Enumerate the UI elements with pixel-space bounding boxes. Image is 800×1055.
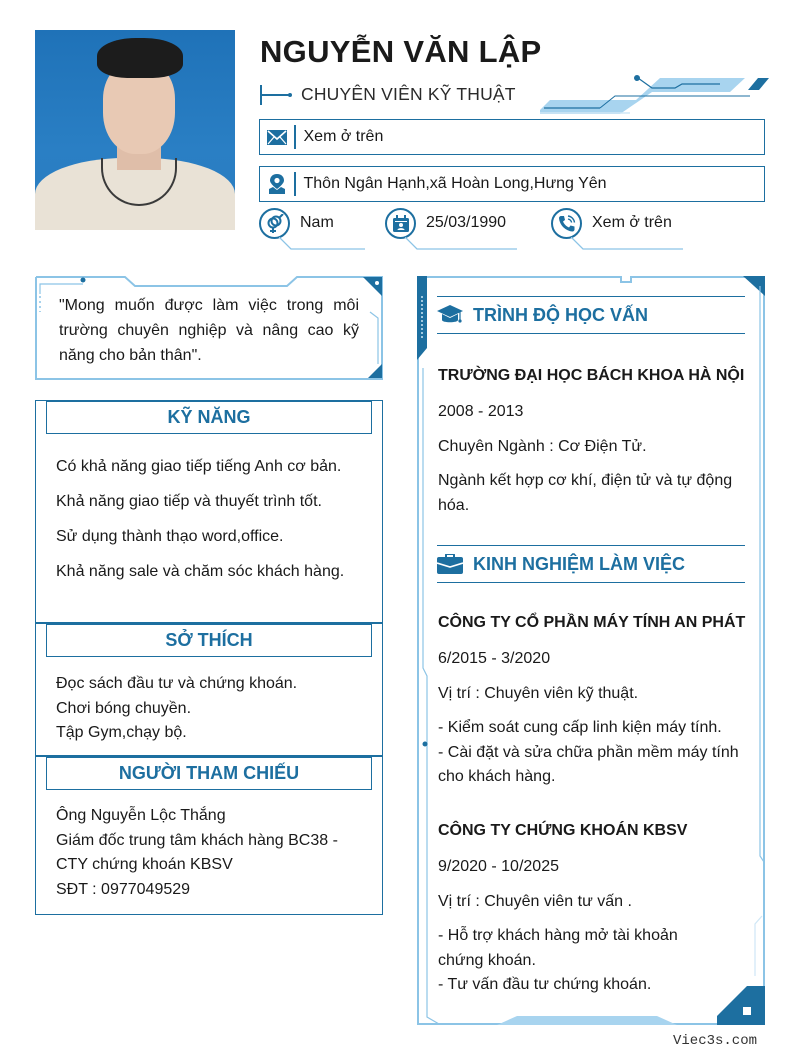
birthday-item [385, 208, 506, 239]
candidate-name: NGUYỄN VĂN LẬP [260, 34, 542, 69]
address-value: Thôn Ngân Hạnh,xã Hoàn Long,Hưng Yên [303, 175, 607, 192]
watermark: Viec3s.com [673, 1033, 758, 1049]
education-period: 2008 - 2013 [438, 403, 524, 420]
objective-text: "Mong muốn được làm việc trong môi trường chuyên nghiệp và nâng cao kỹ năng cho bản thân". [59, 297, 359, 364]
left-column [35, 400, 383, 915]
photo-hair [97, 38, 183, 78]
reference-title: Giám đốc trung tâm khách hàng BC38 - CTY chứng khoán KBSV [56, 831, 338, 873]
hobbies-heading: SỞ THÍCH [46, 624, 372, 657]
birthday-value: 25/03/1990 [426, 214, 507, 231]
phone-item [551, 208, 672, 239]
experience-heading: KINH NGHIỆM LÀM VIỆC [473, 553, 686, 574]
job-period: 9/2020 - 10/2025 [438, 858, 559, 875]
email-value: Xem ở trên [303, 128, 384, 145]
job-duty: - Tư vấn đầu tư chứng khoán. [438, 976, 652, 993]
hobby-item: Tập Gym,chạy bộ. [56, 724, 187, 741]
job-title: CHUYÊN VIÊN KỸ THUẬT [301, 84, 516, 104]
profile-photo [35, 30, 235, 230]
circuit-decoration-icon [540, 72, 772, 114]
phone-value: Xem ở trên [592, 214, 672, 231]
calendar-icon [392, 215, 410, 233]
experience-heading-row [437, 545, 745, 583]
address-separator [294, 172, 296, 196]
birthday-underline [405, 237, 517, 251]
hobby-item: Chơi bóng chuyền. [56, 699, 192, 717]
gender-underline [279, 237, 365, 251]
hobby-item: Đọc sách đầu tư và chứng khoán. [56, 675, 298, 692]
skills-list [56, 454, 362, 594]
school-name: TRƯỜNG ĐẠI HỌC BÁCH KHOA HÀ NỘI [438, 367, 745, 384]
education-heading: TRÌNH ĐỘ HỌC VẤN [473, 304, 648, 325]
email-separator [294, 125, 296, 149]
address-row [259, 166, 765, 202]
job-company: CÔNG TY CHỨNG KHOÁN KBSV [438, 822, 688, 839]
briefcase-icon [437, 554, 463, 574]
skills-heading: KỸ NĂNG [46, 401, 372, 434]
job-duty: - Hỗ trợ khách hàng mở tài khoản chứng khoán. [438, 927, 678, 969]
job-company: CÔNG TY CỔ PHẦN MÁY TÍNH AN PHÁT [438, 614, 746, 631]
job-duty: - Kiểm soát cung cấp linh kiện máy tính. [438, 719, 722, 736]
title-connector-icon [260, 85, 292, 105]
phone-underline [571, 237, 683, 251]
education-description: Ngành kết hợp cơ khí, điện tử và tự động hóa. [438, 472, 733, 514]
gender-value: Nam [300, 214, 334, 231]
hobbies-list [56, 672, 362, 746]
education-heading-row [437, 296, 745, 334]
email-row [259, 119, 765, 155]
career-objective [35, 276, 383, 380]
right-column [417, 276, 765, 1025]
job-title-row [260, 84, 516, 105]
reference-phone: SĐT : 0977049529 [56, 880, 191, 898]
job-1 [438, 612, 748, 790]
skill-item: Có khả năng giao tiếp tiếng Anh cơ bản. [56, 458, 342, 475]
skill-item: Sử dụng thành thạo word,office. [56, 528, 284, 545]
graduation-cap-icon [437, 305, 463, 325]
skill-item: Khả năng sale và chăm sóc khách hàng. [56, 563, 345, 580]
gender-item [259, 208, 334, 239]
gender-icon [265, 214, 285, 234]
education-details [438, 365, 748, 528]
job-position: Vị trí : Chuyên viên kỹ thuật. [438, 684, 639, 702]
references-list [56, 804, 362, 902]
reference-name: Ông Nguyễn Lộc Thắng [56, 807, 226, 824]
skill-item: Khả năng giao tiếp và thuyết trình tốt. [56, 493, 322, 510]
references-heading: NGƯỜI THAM CHIẾU [46, 757, 372, 790]
education-major: Chuyên Ngành : Cơ Điện Tử. [438, 437, 647, 455]
envelope-icon [267, 130, 287, 145]
job-duty: - Cài đặt và sửa chữa phần mềm máy tính cho khách hàng. [438, 743, 739, 785]
phone-icon [557, 214, 577, 234]
job-period: 6/2015 - 3/2020 [438, 650, 551, 667]
map-pin-icon [268, 174, 286, 194]
job-position: Vị trí : Chuyên viên tư vấn . [438, 892, 632, 910]
job-2 [438, 820, 748, 998]
